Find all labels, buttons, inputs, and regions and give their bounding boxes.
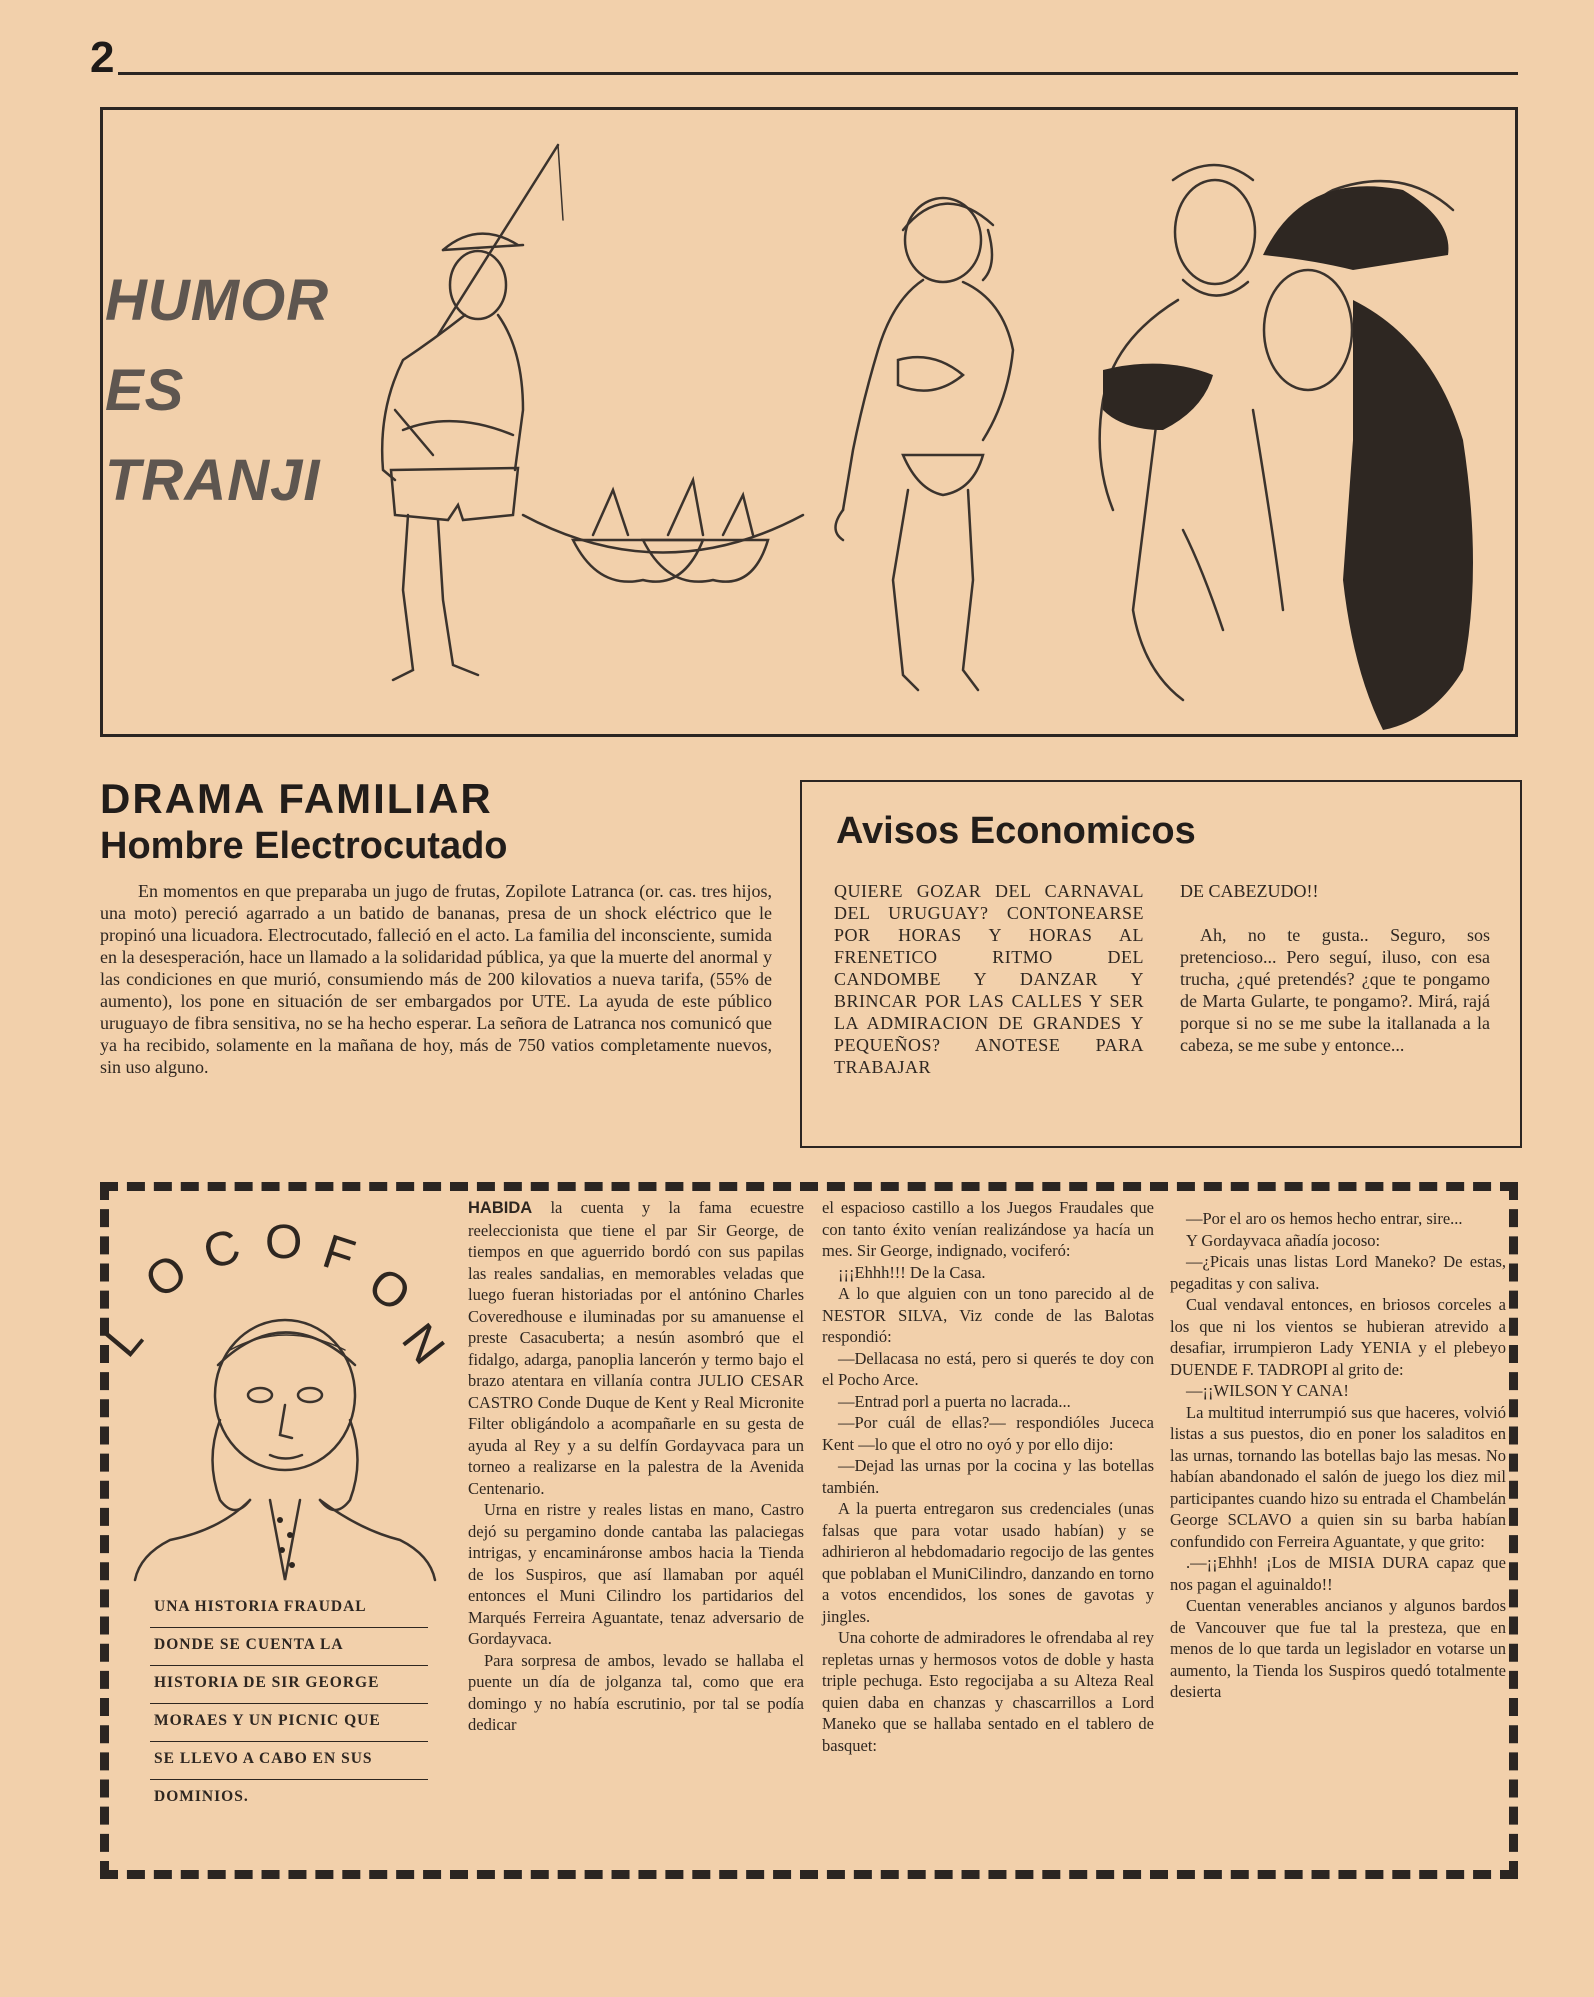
locofon-col3-p5: —¡¡WILSON Y CANA! [1186,1381,1349,1400]
locofon-col1-p3: Para sorpresa de ambos, levado se hallaba el puente un día de jolganza tal, como que era domingo y no había escrutinio, por tal se podía dedicar [468,1650,804,1734]
avisos-column-1: QUIERE GOZAR DEL CARNAVAL DEL URUGUAY? CONTONEARSE POR HORAS Y HORAS AL FRENETICO RITMO DEL CANDOMBE Y DANZAR Y BRINCAR POR LAS CALLES Y SER LA ADMIRACION DE GRANDES Y PEQUEÑOS? ANOTESE PARA TRABAJAR [834,881,1144,1077]
fisherman-figure [382,145,563,680]
locofon-arched-letters [96,1216,455,1374]
cloak-shape [1103,186,1473,730]
drama-subtitle: Hombre Electrocutado [100,825,508,867]
headline-word-es: ES [105,358,185,423]
caption-line: UNA HISTORIA FRAUDAL [150,1590,428,1628]
locofon-col3-p4: Cual vendaval entonces, en briosos corceles a los que ni los vientos se hubieran atrevido a desafiar, irrumpieron Lady YENIA y el plebeyo DUENDE F. TADROPI al grito de: [1170,1295,1506,1379]
locofon-col1-p1: la cuenta y la fama ecuestre reeleccionista que tiene el par Sir George, de tiempos en que aguerrido bordó con sus papilas las reales sandalias, en memorables veladas que luego fueran historiadas por el antónino Charles Coveredhouse e iluminadas por su amanuense el preste Casacuberta; a nesún asombró que el fidalgo, adarga, panoplia lancerón y termo bajo el brazo atentara en villanía contra JULIO CESAR CASTRO Conde Duque de Kent y Real Micronite Filter obligándolo a acompañarle en su gesta de ayuda al Rey y a su delfín Gordayvaca para un torneo a realizarse en la palestra de la Avenida Centenario. [468,1198,804,1498]
locofon-dropcap: HABIDA [468,1199,533,1217]
locofon-illustration [95,1200,455,1580]
locofon-col1-p2: Urna en ristre y reales listas en mano, Castro dejó su pergamino donde cantaba las palaciegas intrigas, y encamináronse ambos hacia la Tienda de los Suspiros, que así llamaban por aquél entonces el Muni Cilindro los partidarios del Marqués Ferreira Aguantate, tenaz adversario de Gordayvaca. [468,1500,804,1648]
locofon-letter-5: F [316,1225,361,1285]
avisos-col2-body: Ah, no te gusta.. Seguro, sos pretencioso... Pero seguí, iluso, con esa trucha, ¿qué pretendés? ¿que te pongamo de Marta Gularte, te pongamo?. Mirá, rajá porque si no se me sube la itallanada a la cabeza, se me sube y entonce... [1180,925,1490,1055]
cartoon-panel [100,107,1518,737]
headline-word-humor: HUMOR [105,268,330,333]
locofon-col2-p1: el espacioso castillo a los Juegos Fraudales que con tanto éxito venían realizándose ya hacía un mes. Sir George, indignado, vociferó: [822,1198,1154,1260]
avisos-column-2 [1180,880,1490,1078]
locofon-letter-6: O [358,1257,420,1323]
locofon-letter-7: N [391,1314,455,1375]
header-rule [118,72,1518,75]
locofon-col3-p1: —Por el aro os hemos hecho entrar, sire... [1186,1209,1463,1228]
locofon-col2-p6: —Por cuál de ellas?— respondióles Juceca Kent —lo que el otro no oyó y por ello dijo: [822,1413,1154,1454]
locofon-col2-p5: —Entrad porl a puerta no lacrada... [838,1391,1071,1411]
headline-word-tranji: TRANJI [105,448,321,513]
avisos-col2-head: DE CABEZUDO!! [1180,881,1319,901]
locofon-col2-p2: ¡¡¡Ehhh!!! De la Casa. [838,1262,986,1282]
locofon-letter-2: O [135,1244,197,1310]
avisos-title: Avisos Economicos [836,810,1196,852]
bikini-woman-figure [836,198,1014,690]
locofon-col2-p4: —Dellacasa no está, pero si querés te doy con el Pocho Arce. [822,1348,1154,1389]
locofon-col2-p8: A la puerta entregaron sus credenciales (unas falsas que para votar usado habían) y se adhirieron al hebdomadario regocijo de las gentes que poblaban el MuniCilindro, danzando en torno a votos encendidos, los sones de gavotas y jingles. [822,1499,1154,1626]
drama-title: DRAMA FAMILIAR [100,775,493,822]
locofon-col3-p6: La multitud interrumpió sus que haceres, volvió listas a sus puestos, dio en poner los saladitos en las urnas, tornando las botellas bajo las mesas. No habían abandonado el salón de juego los diez mil participantes cuando hizo su entrada el Chambelán George SCLAVO a quien sin su barba habían confundido con Ferreira Aguantate, y que grito: [1170,1402,1506,1551]
locofon-col3-p3: —¿Picais unas listas Lord Maneko? De estas, pegaditas y con saliva. [1170,1252,1506,1293]
locofon-caption [150,1590,428,1817]
locofon-col2-p9: Una cohorte de admiradores le ofrendaba al rey repletas urnas y hermosos votos de doble y hasta triple pechuga. Esto regocijaba a su Alteza Real quien daba en chanzas y chascarrillos a Lord Maneko que se hallaba sentado en el tablero de basquet: [822,1628,1154,1755]
locofon-column-3 [1170,1208,1506,1703]
locofon-col2-p7: —Dejad las urnas por la cocina y las botellas también. [822,1456,1154,1497]
locofon-letter-4: O [265,1216,303,1269]
drama-article-body: En momentos en que preparaba un jugo de frutas, Zopilote Latranca (or. cas. tres hijos, una moto) pereció agarrado a un batido de bananas, presa de un shock eléctrico que le propinó una licuadora. Electrocutado, falleció en el acto. La familia del inconsciente, sumida en la desesperación, hace un llamado a la solidaridad pública, ya que la muerte del anormal y las condiciones en que murió, consumiendo más de 200 kilovatios a nueva tarifa, (55% de aumento), los pone en situación de ser embargados por UTE. La ayuda de este público uruguayo de fibra sensitiva, no se ha hecho esperar. La señora de Latranca nos comunicó que ya ha recibido, solamente en la mañana de hoy, más de 750 vatios completamente nuevos, sin uso alguno. [100,881,772,1077]
cartoon-illustration [103,110,1515,734]
caption-line: SE LLEVO A CABO EN SUS [150,1742,428,1780]
locofon-letter-3: C [197,1219,247,1281]
caption-line: HISTORIA DE SIR GEORGE [150,1666,428,1704]
fish-basket [523,480,803,582]
caption-line: MORAES Y UN PICNIC QUE [150,1704,428,1742]
caption-line: DONDE SE CUENTA LA [150,1628,428,1666]
locofon-col2-p3: A lo que alguien con un tono parecido al de NESTOR SILVA, Viz conde de las Balotas respondió: [822,1284,1154,1346]
locofon-column-2 [822,1197,1154,1756]
locofon-col3-p2: Y Gordayvaca añadía jocoso: [1186,1230,1381,1250]
locofon-column-1 [468,1197,804,1736]
caption-line: DOMINIOS. [154,1788,249,1805]
locofon-col3-p7: .—¡¡Ehhh! ¡Los de MISIA DURA capaz que nos pagan el aguinaldo!! [1170,1553,1506,1594]
page-number: 2 [90,33,115,82]
locofon-letter-1: L [95,1312,154,1368]
locofon-col3-p8: Cuentan venerables ancianos y algunos bardos de Vancouver que fue tal la presteza, que en menos de lo que tarda un legislador en votarse un aumento, la Tienda los Suspiros quedó totalmente desierta [1170,1596,1506,1701]
